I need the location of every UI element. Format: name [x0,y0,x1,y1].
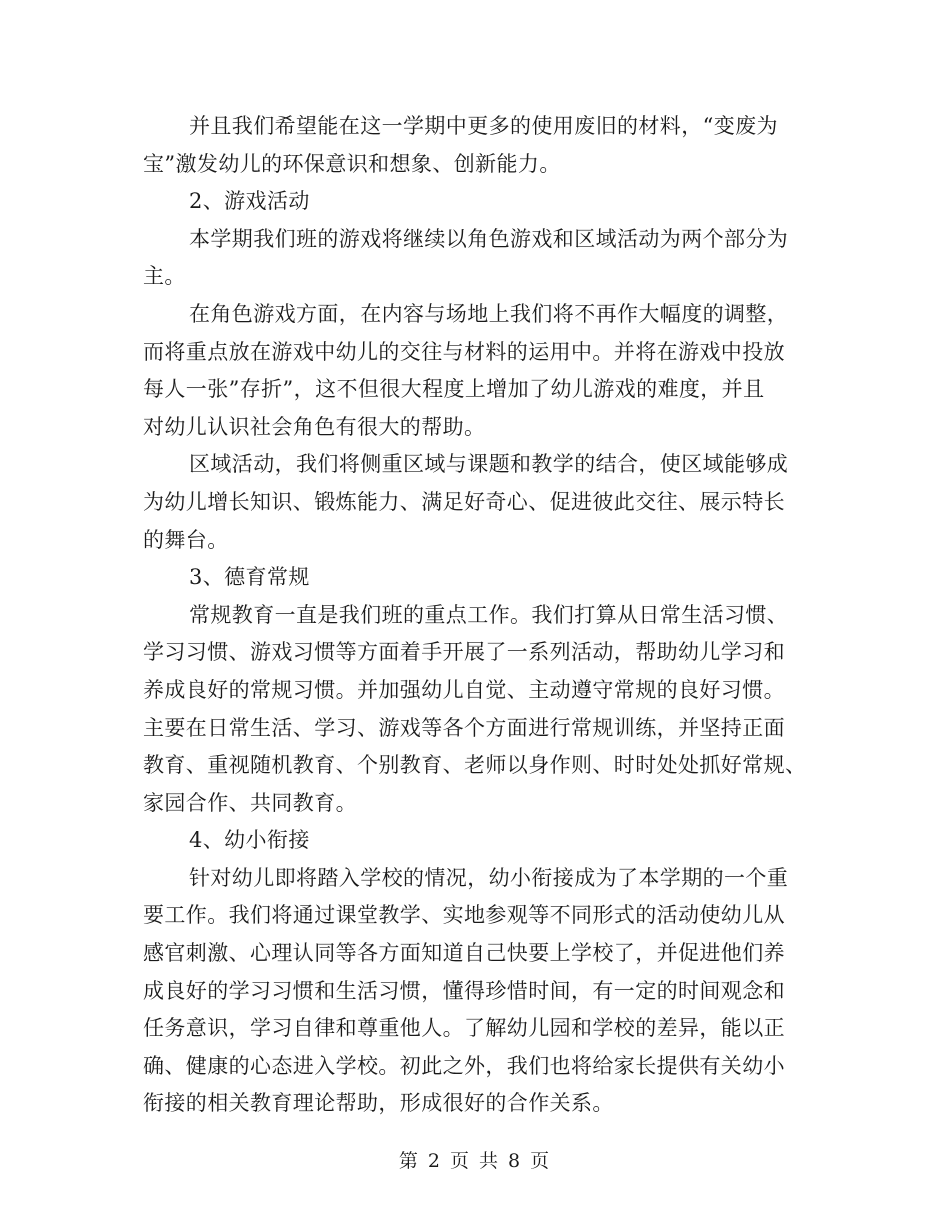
text-line: 主要在日常生活、学习、游戏等各个方面进行常规训练，并坚持正面 [143,715,785,740]
text-line: 主。 [143,264,186,289]
text-line: 在角色游戏方面，在内容与场地上我们将不再作大幅度的调整， [189,301,789,326]
text-line: 宝”激发幼儿的环保意识和想象、创新能力。 [143,151,561,176]
text-line: 本学期我们班的游戏将继续以角色游戏和区域活动为两个部分为 [189,226,789,251]
text-line: 对幼儿认识社会角色有很大的帮助。 [143,414,486,439]
text-line: 衔接的相关教育理论帮助，形成很好的合作关系。 [143,1091,614,1116]
text-line: 区域活动，我们将侧重区域与课题和教学的结合，使区域能够成 [189,452,789,477]
text-line: 确、健康的心态进入学校。初此之外，我们也将给家长提供有关幼小 [143,1053,785,1078]
text-line: 2、游戏活动 [189,189,310,214]
text-line: 为幼儿增长知识、锻炼能力、满足好奇心、促进彼此交往、展示特长 [143,489,785,514]
text-line: 任务意识，学习自律和尊重他人。了解幼儿园和学校的差异，能以正 [143,1016,785,1041]
text-line: 4、幼小衔接 [189,828,310,853]
document-body [143,108,807,1123]
text-line: 的舞台。 [143,527,229,552]
text-line: 要工作。我们将通过课堂教学、实地参观等不同形式的活动使幼儿从 [143,903,785,928]
text-line: 3、德育常规 [189,565,310,590]
text-line: 学习习惯、游戏习惯等方面着手开展了一系列活动，帮助幼儿学习和 [143,640,785,665]
text-line: 教育、重视随机教育、个别教育、老师以身作则、时时处处抓好常规、 [143,753,807,778]
text-line: 每人一张”存折”，这不但很大程度上增加了幼儿游戏的难度，并且 [143,377,765,402]
page-footer: 第 2 页 共 8 页 [398,1150,552,1172]
text-line: 养成良好的常规习惯。并加强幼儿自觉、主动遵守常规的良好习惯。 [143,677,785,702]
text-line: 并且我们希望能在这一学期中更多的使用废旧的材料，“变废为 [189,114,778,138]
text-line: 常规教育一直是我们班的重点工作。我们打算从日常生活习惯、 [189,602,789,627]
text-line: 针对幼儿即将踏入学校的情况，幼小衔接成为了本学期的一个重 [189,865,789,890]
text-line: 感官刺激、心理认同等各方面知道自己快要上学校了，并促进他们养 [143,941,785,966]
text-line: 家园合作、共同教育。 [143,790,357,815]
text-line: 成良好的学习习惯和生活习惯，懂得珍惜时间，有一定的时间观念和 [143,978,785,1003]
text-line: 而将重点放在游戏中幼儿的交往与材料的运用中。并将在游戏中投放 [143,339,785,364]
